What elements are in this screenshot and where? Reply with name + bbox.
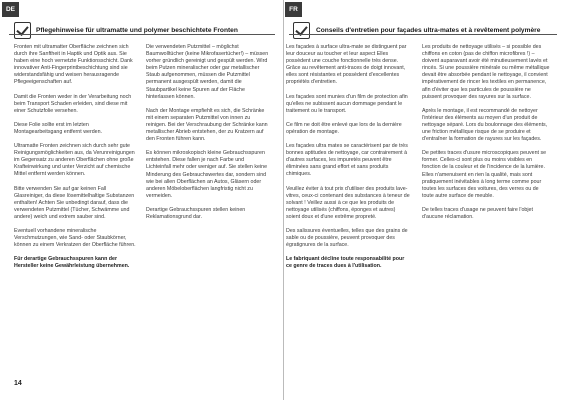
fr-column-1 [286, 44, 411, 277]
paragraph: Les produits de nettoyage utilisés – si possible des chiffons en coton (pas de chiffon microfibres !) – doivent auparavant avoir été minutieusement lavés et rincés. Si une poussière minérale ou même métallique devait être absorbée pendant le nettoyage, il convient impérativement de rincer les textiles en permanence, afin d'éviter que les particules de poussière ne puissent provoquer des rayures sur la surface. [422, 44, 550, 100]
lang-tag-fr: FR [285, 2, 302, 17]
paragraph: Ultramatte Fronten zeichnen sich durch sehr gute Reinigungsmöglichkeiten aus, da Verunreinigungen im Gegensatz zu anderen Oberflächen ohne große Krafteinwirkung und unter Verzicht auf chemische Mittel entfernt werden können. [14, 143, 135, 178]
paragraph: Damit die Fronten weder in der Verarbeitung noch beim Transport Schaden erleiden, sind diese mit einer Schutzfolie versehen. [14, 93, 132, 114]
checkmark-icon [293, 22, 310, 39]
paragraph: Eventuell vorhandene mineralische Verschmutzungen, wie Sand- oder Staubkörner, können zu einem Verkratzen der Oberfläche führen. [14, 227, 136, 249]
page-number: 14 [14, 380, 22, 387]
warranty-notice: Le fabriquant décline toute responsabilité pour ce genre de traces dues à l'utilisation. [286, 256, 405, 270]
paragraph: Derartige Gebrauchsspuren stellen keinen Reklamationsgrund dar. [146, 206, 246, 220]
section-title-de: Pflegehinweise für ultramatte und polymer beschichtete Fronten [36, 27, 238, 34]
checkmark-icon [14, 22, 31, 39]
paragraph: Diese Folie sollte erst im letzten Montagearbeitsgang entfernt werden. [14, 121, 103, 135]
paragraph: De petites traces d'usure microscopiques peuvent se former. Celles-ci sont plus ou moins visibles en fonction de la couleur et de l'incidence de la lumière. Elles n'amenuisent en rien la qualité, mais sont pratiquement inévitables à long terme comme pour toutes les surfaces des voitures, des verres ou de toute autre surface de meuble. [422, 150, 547, 199]
de-column-1 [14, 44, 136, 277]
paragraph: Des salissures éventuelles, telles que des grains de sable ou de poussière, peuvent provoquer des égratignures de la surface. [286, 227, 408, 249]
de-column-2 [146, 44, 270, 228]
paragraph: Ce film ne doit être enlevé que lors de la dernière opération de montage. [286, 121, 402, 135]
french-section [284, 0, 567, 400]
paragraph: Après le montage, il est recommandé de nettoyer l'intérieur des éléments au moyen d'un produit de nettoyage séparé. Lors du boulonnage des éléments, une friction métallique risque de se produire et d'entraîner la formation de rayures sur les façades. [422, 107, 548, 143]
paragraph: Nach der Montage empfiehlt es sich, die Schränke mit einem separaten Putzmittel von innen zu reinigen. Bei der Verschraubung der Schränke kann metallischer Abrieb entstehen, der zu Kratzern auf den Fronten führen kann. [146, 107, 268, 143]
paragraph: Les façades à surface ultra-mate se distinguent par leur douceur au toucher et leur aspect Elles possèdent une couche fonctionnelle très dense. Grâce au revêtement anti-traces de doigt innovant, elles sont résistantes et possèdent d'excellentes propriétés d'entretien. [286, 44, 407, 86]
paragraph: De telles traces d'usage ne peuvent faire l'objet d'aucune réclamation. [422, 206, 533, 220]
paragraph: Veuillez éviter à tout prix d'utiliser des produits lave-vitres, ceux-ci contenant des substances à teneur de solvant ! Veillez aussi à ce que les produits de nettoyage utilisés (chiffons, éponges et autres) soient doux et d'une extrême propreté. [286, 185, 410, 220]
paragraph: Les façades sont munies d'un film de protection afin qu'elles ne subissent aucun dommage pendant le traitement ou le transport. [286, 93, 408, 114]
warranty-notice: Für derartige Gebrauchsspuren kann der Hersteller keine Gewährleistung übernehmen. [14, 256, 130, 270]
section-title-fr: Conseils d'entretien pour façades ultra-mates et à revêtement polymère [316, 27, 541, 34]
paragraph: Die verwendeten Putzmittel – möglichst Baumwolltücher (keine Mikrofasertücher!) – müssen vorher gründlich gereinigt und gespült werden. Wird beim Putzen mineralischer oder gar metallischer Staub aufgenommen, müssen die Putzmittel permanent ausgespült werden, damit die Staubpartikel keine Spuren auf der Fläche hinterlassen können. [146, 44, 269, 100]
paragraph: Es können mikroskopisch kleine Gebrauchsspuren entstehen. Diese fallen je nach Farbe und Lichteinfall mehr oder weniger auf. Sie stellen keine Minderung des Gebrauchswertes dar, sondern sind wie bei allen Oberflächen an Autos, Gläsern oder anderen Möbeloberflächen langfristig nicht zu vermeiden. [146, 150, 268, 199]
fr-column-2 [422, 44, 550, 228]
title-underline [9, 34, 275, 35]
paragraph: Bitte verwenden Sie auf gar keinen Fall Glasreiniger, da diese lösemittelhaltige Substanzen enthalten! Achten Sie unbedingt darauf, dass die verwendeten Putzmittel (Tücher, Schwämme und andere) weich und extrem sauber sind. [14, 185, 135, 220]
paragraph: Les façades ultra mates se caractérisent par de très bonnes aptitudes de nettoyage, car contrairement à d'autres surfaces, les impuretés peuvent être éliminées sans grand effort et sans produits chimiques. [286, 143, 408, 178]
title-underline [289, 34, 557, 35]
lang-tag-de: DE [2, 2, 19, 17]
paragraph: Fronten mit ultramatter Oberfläche zeichnen sich durch ihre Sanftheit in Haptik und Optik aus. Sie haben eine hoch vernetzte Funktionsschicht. Dank innovativer Anti-Fingerprintbeschichtung sind sie widerstandsfähig und weisen herausragende Pflegeeigenschaften auf. [14, 44, 133, 86]
